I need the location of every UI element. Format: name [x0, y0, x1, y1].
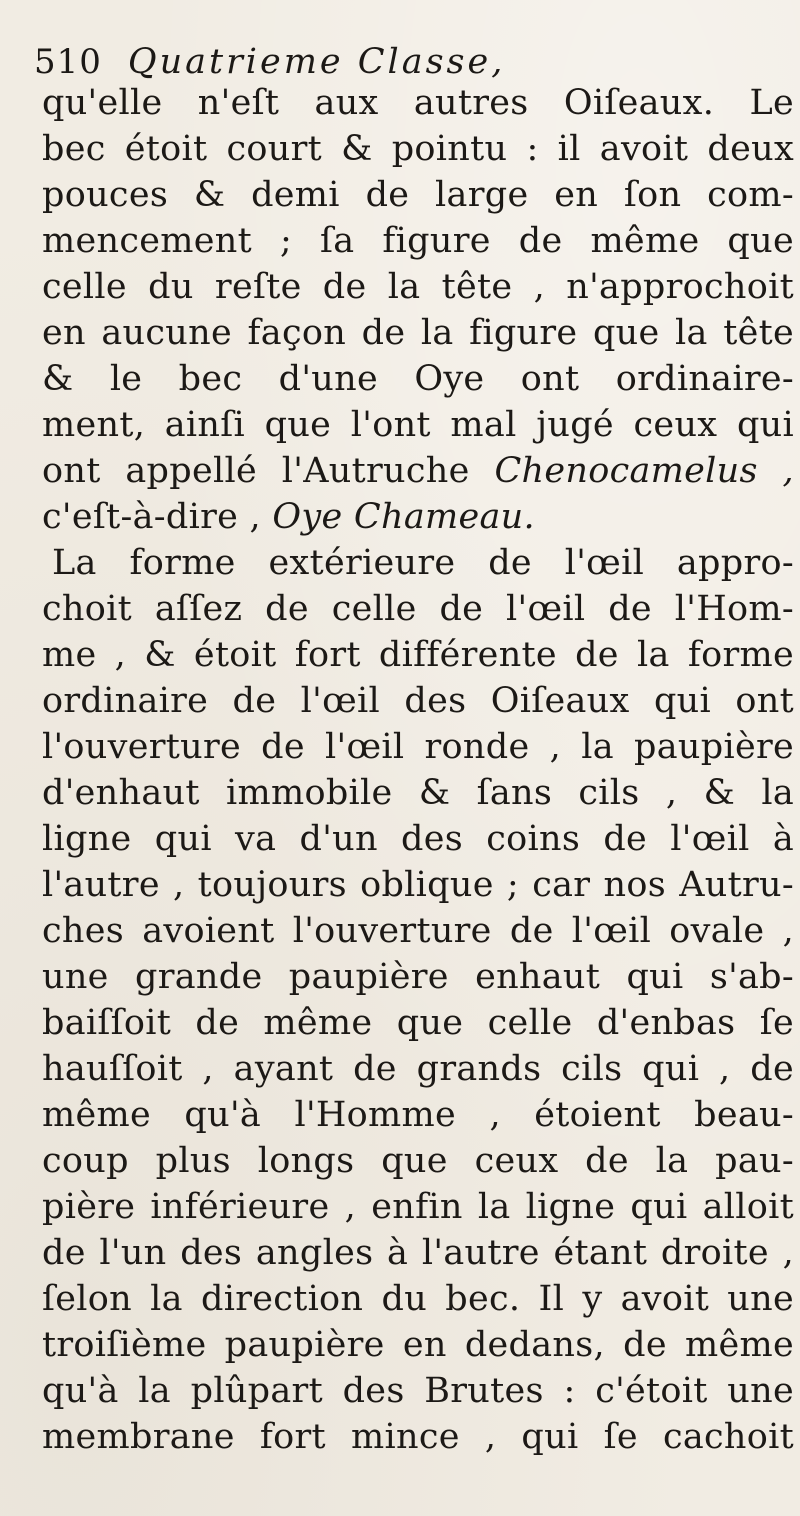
- text-line: en aucune façon de la figure que la tête: [42, 313, 794, 353]
- text-line: troiſième paupière en dedans, de même: [42, 1325, 794, 1365]
- text-line: & le bec d'une Oye ont ordinaire-: [42, 359, 794, 399]
- text-line: coup plus longs que ceux de la pau-: [42, 1141, 794, 1181]
- text-line: baiſſoit de même que celle d'enbas ſe: [42, 1003, 794, 1043]
- text-line: l'ouverture de l'œil ronde , la paupière: [42, 727, 794, 767]
- text-line: pière inférieure , enfin la ligne qui alloit: [42, 1187, 794, 1227]
- text-segment: c'eſt-à-dire ,: [42, 497, 261, 537]
- text-line: l'autre , toujours oblique ; car nos Autru-: [42, 865, 794, 905]
- text-line: ordinaire de l'œil des Oiſeaux qui ont: [42, 681, 794, 721]
- text-line: qu'elle n'eſt aux autres Oiſeaux. Le: [42, 83, 794, 123]
- text-line: ches avoient l'ouverture de l'œil ovale ,: [42, 911, 794, 951]
- text-line: bec étoit court & pointu : il avoit deux: [42, 129, 794, 169]
- running-head: Quatrieme Classe,: [127, 42, 506, 82]
- text-line: pouces & demi de large en ſon com-: [42, 175, 794, 215]
- text-line: ſelon la direction du bec. Il y avoit une: [42, 1279, 794, 1319]
- latin-term: Chenocamelus ,: [494, 451, 794, 491]
- text-line: de l'un des angles à l'autre étant droite ,: [42, 1233, 794, 1273]
- text-line: une grande paupière enhaut qui s'ab-: [42, 957, 794, 997]
- paragraph-start-line: La forme extérieure de l'œil appro-: [52, 543, 794, 583]
- body-text: [42, 80, 794, 1460]
- page-number: 510: [34, 42, 102, 82]
- text-line: mencement ; ſa figure de même que: [42, 221, 794, 261]
- text-line: celle du reſte de la tête , n'approchoit: [42, 267, 794, 307]
- text-line: hauſſoit , ayant de grands cils qui , de: [42, 1049, 794, 1089]
- text-line: d'enhaut immobile & ſans cils , & la: [42, 773, 794, 813]
- text-line: choit aſſez de celle de l'œil de l'Hom-: [42, 589, 794, 629]
- text-line: même qu'à l'Homme , étoient beau-: [42, 1095, 794, 1135]
- text-line-with-italic: [42, 448, 794, 494]
- text-line: membrane fort mince , qui ſe cachoit: [42, 1417, 794, 1457]
- text-line: ligne qui va d'un des coins de l'œil à: [42, 819, 794, 859]
- text-line: me , & étoit fort différente de la forme: [42, 635, 794, 675]
- text-segment: ont appellé l'Autruche: [42, 451, 470, 491]
- french-term: Oye Chameau.: [272, 497, 535, 537]
- text-line: ment, ainſi que l'ont mal jugé ceux qui: [42, 405, 794, 445]
- text-line: qu'à la plûpart des Brutes : c'étoit une: [42, 1371, 794, 1411]
- text-line-with-italic: [42, 494, 794, 540]
